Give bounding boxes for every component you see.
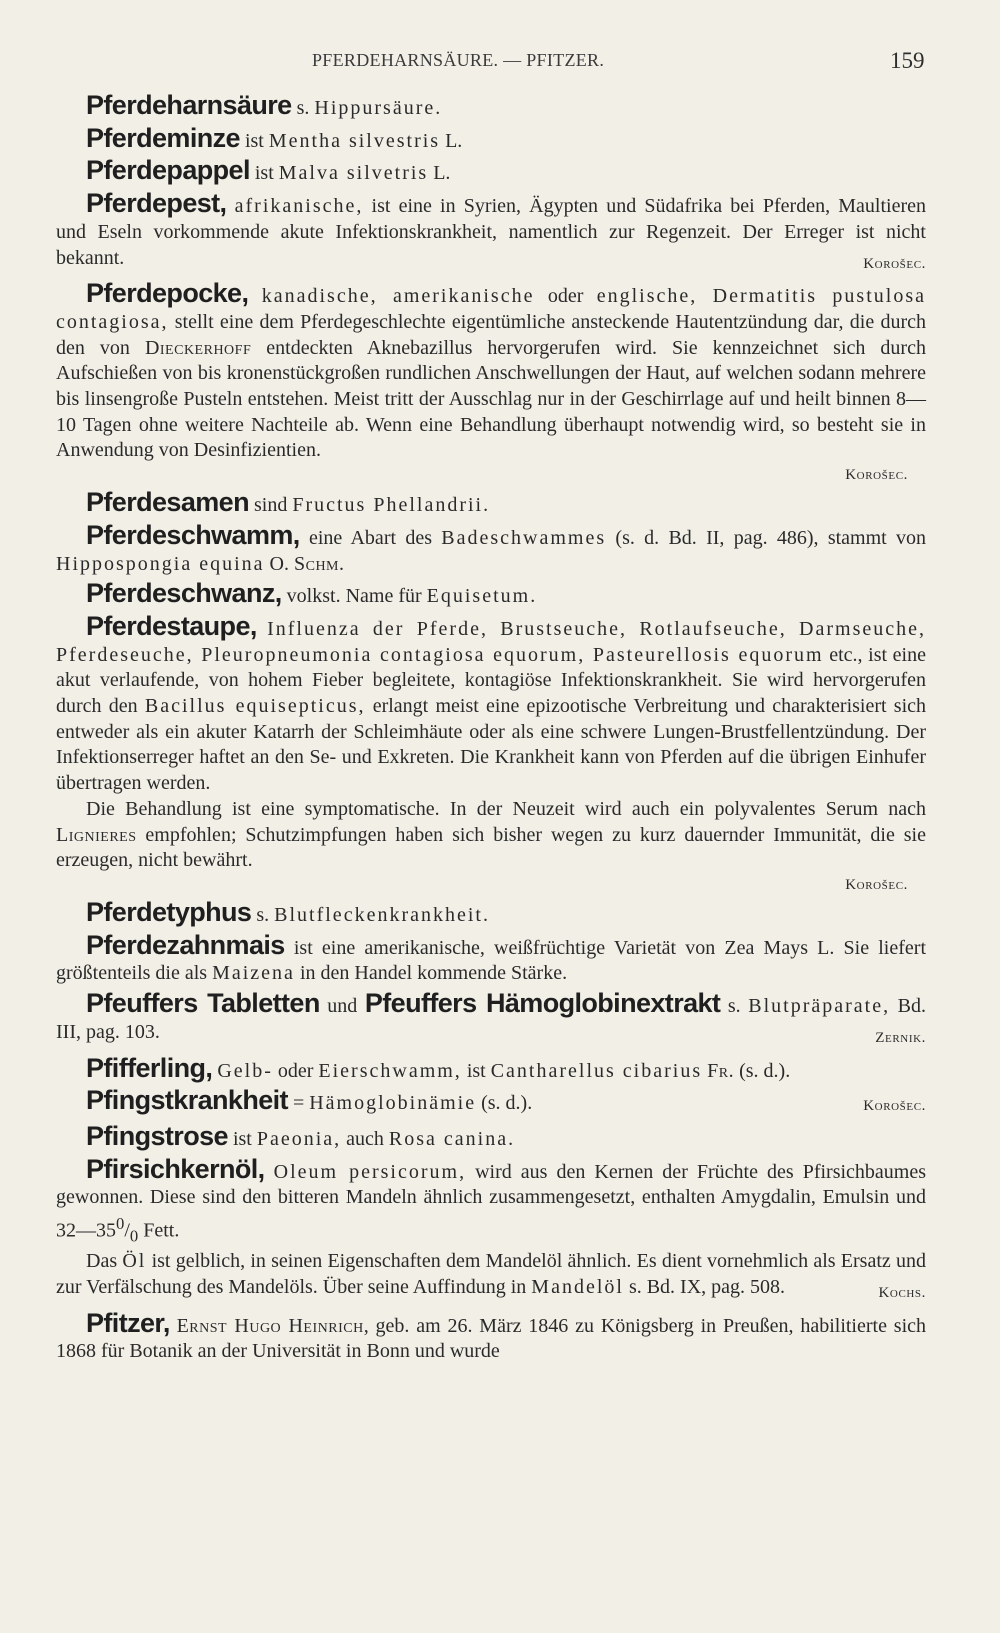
spaced-term: Equisetum.: [426, 585, 538, 608]
spaced-term: kanadische, amerikanische: [261, 285, 535, 308]
dictionary-entry: [56, 155, 926, 187]
dictionary-entry: [56, 90, 926, 122]
text-run: s. Bd. IX, pag. 508.: [623, 1276, 786, 1299]
spaced-term: Hippospongia equina: [56, 552, 265, 575]
entry-author: Zernik.: [875, 1029, 926, 1046]
entry-author: Korošec.: [845, 467, 908, 484]
entry-headword: Pferdeminze: [86, 122, 240, 153]
entry-paragraph: [56, 896, 926, 929]
entry-paragraph: [56, 155, 926, 187]
entry-paragraph: [56, 90, 926, 122]
text-run: ist eine in Syrien, Ägypten und Südafrika bei Pferden, Maultieren und Eseln vorkommende akute Infektionskrankheit, namentlich zur Regenzeit. Der Erreger ist nicht bekannt.: [56, 195, 926, 269]
dictionary-entry: [56, 988, 927, 1051]
entry-author: Korošec.: [863, 255, 926, 272]
text-run: entdeckten Aknebazillus hervorgerufen wird. Sie kennzeichnet sich durch Aufschießen von bis kronenstückgroßen rundlichen Anschwellungen der Haut, auf welchen sodann mehrere bis linsengroße Pusteln entstehen. Meist tritt der Ausschlag nur in der Geschirrlage auf und heilt binnen 8—10 Tagen ohne weitere Nachteile ab. Wenn eine Behandlung überhaupt notwendig wird, so besteht sie in Anwendung von Desinfizientien.: [56, 336, 926, 462]
dictionary-entry: [56, 1120, 926, 1153]
spaced-term: Hämoglobinämie: [309, 1092, 477, 1115]
dictionary-entry: [56, 122, 926, 155]
text-run: wird aus den Kernen der Früchte des Pfirsichbaumes gewonnen. Diese sind den bitteren Mandeln ähnlich zusammengesetzt, enthalten Amygdalin, Emulsin und 32—35: [56, 1160, 927, 1242]
spaced-term: Malva silvetris: [278, 162, 429, 185]
text-run: Fett.: [138, 1219, 180, 1242]
dictionary-entry: [56, 1052, 926, 1085]
text-run: [248, 285, 261, 307]
entry-paragraph: [56, 519, 927, 577]
spaced-term: Mandelöl: [531, 1276, 624, 1299]
text-run: [257, 618, 267, 640]
entry-paragraph: [56, 1249, 926, 1300]
spaced-term: Blutfleckenkrankheit.: [274, 903, 490, 926]
entry-paragraph: [56, 797, 926, 874]
text-run: (s. d.).: [476, 1092, 533, 1115]
entry-headword: Pfitzer,: [86, 1307, 170, 1338]
spaced-term: Blutpräparate,: [748, 995, 891, 1018]
text-run: /: [124, 1219, 130, 1242]
entry-headword: Pferdeharnsäure: [86, 90, 292, 120]
dictionary-entry: [56, 188, 926, 277]
entry-headword: Pferdestaupe,: [86, 610, 257, 641]
entry-headword: Pferdezahnmais: [86, 929, 285, 960]
entry-paragraph: [56, 988, 927, 1046]
entry-headword: Pfirsichkernöl,: [86, 1153, 265, 1184]
spaced-term: Bacillus equisepticus,: [144, 695, 366, 718]
spaced-term: Hippursäure.: [314, 97, 443, 119]
entry-paragraph: [56, 929, 926, 987]
entry-headword: Pferdetyphus: [86, 896, 252, 927]
dictionary-entry: [56, 278, 926, 486]
spaced-term: Maizena: [212, 962, 295, 985]
spaced-term: afrikanische,: [234, 195, 364, 218]
author-reference: Dieckerhoff: [144, 336, 252, 359]
entry-headword: Pferdepocke,: [86, 278, 249, 309]
text-run: ist: [249, 162, 279, 185]
entry-headword: Pferdesamen: [86, 487, 249, 518]
entry-paragraph: [56, 610, 927, 797]
entry-paragraph: [56, 122, 926, 155]
entry-headword: Pfingstrose: [86, 1120, 228, 1151]
text-run: [170, 1315, 177, 1337]
text-run: , geb. am 26. März 1846 zu Königsberg in Preußen, habilitierte sich 1868 für Botanik an der Universität in Bonn und wurde: [56, 1314, 926, 1363]
entry-paragraph: [56, 1120, 926, 1153]
dictionary-entry: [56, 1153, 927, 1307]
author-reference: Ernst Hugo Heinrich: [176, 1314, 364, 1337]
spaced-term: englische, Dermatitis pustulosa contagiosa,: [56, 285, 926, 333]
text-run: erlangt meist eine epizootische Verbreitung und charakterisiert sich entweder als ein akuter Katarrh der Schleimhäute oder als eine schwere Lungen-Brustfellentzündung. Der Infektionserreger haftet an den Se- und Exkreten. Die Krankheit kann von Pferden auf die übrigen Einhufer übertragen werden.: [56, 695, 927, 795]
dictionary-entry: [56, 929, 926, 987]
entry-paragraph: [56, 1085, 926, 1117]
text-run: ist: [461, 1059, 491, 1082]
spaced-term: Eierschwamm,: [318, 1059, 462, 1082]
dictionary-entry: [56, 487, 926, 519]
author-reference: Lignieres: [56, 823, 137, 846]
text-run: Das: [86, 1250, 123, 1273]
text-run: in den Handel kommende Stärke.: [294, 962, 568, 985]
spaced-term: Gelb-: [217, 1059, 273, 1082]
entries-column: [56, 90, 927, 1369]
entry-paragraph: [56, 487, 926, 519]
entry-paragraph: [56, 1307, 926, 1365]
dictionary-entry: [56, 578, 926, 610]
connector-text: und: [319, 995, 365, 1018]
text-run: s.: [251, 903, 275, 926]
running-head: PFERDEHARNSÄURE. — PFITZER.: [312, 50, 605, 70]
spaced-term: Oleum persicorum,: [273, 1160, 467, 1183]
superscript: 0: [116, 1214, 125, 1234]
text-run: ist gelblich, in seinen Eigenschaften dem Mandelöl ähnlich. Es dient vornehmlich als Ersatz und zur Verfälschung des Mandelöls. Über seine Auffindung in: [56, 1250, 927, 1299]
spaced-term: Influenza der Pferde, Brustseuche, Rotlaufseuche, Darmseuche, Pferdeseuche, Pleuropneumonia contagiosa equorum, Pasteurellosis equorum: [56, 617, 926, 666]
author-reference: Fr.: [707, 1059, 735, 1082]
entry-headword: Pfifferling,: [86, 1052, 213, 1083]
text-run: ist eine amerikanische, weißfrüchtige Varietät von Zea Mays L. Sie liefert größtenteils die als: [56, 936, 926, 985]
entry-headword: Pferdepappel: [86, 155, 250, 186]
text-run: oder: [534, 285, 597, 308]
entry-author: Korošec.: [845, 876, 908, 893]
entry-author: Kochs.: [878, 1285, 926, 1302]
spaced-term: Paeonia,: [256, 1127, 342, 1150]
entry-headword: Pfingstkrankheit: [86, 1085, 288, 1116]
spaced-term: Öl: [122, 1250, 147, 1273]
page-header: [0, 50, 1000, 80]
entry-paragraph: [56, 1153, 927, 1250]
entry-headword: Pferdeschwamm,: [86, 519, 300, 550]
entry-author: Korošec.: [863, 1098, 926, 1115]
subscript: 0: [129, 1226, 139, 1246]
text-run: (s. d. Bd. II, pag. 486), stammt von: [606, 526, 927, 549]
spaced-term: Cantharellus cibarius: [490, 1059, 703, 1082]
entry-headword: Pfeuffers Tabletten: [86, 988, 320, 1019]
text-run: Bd. III, pag. 103.: [56, 995, 927, 1043]
author-reference: Schm.: [293, 552, 345, 575]
text-run: etc., ist eine akut verlaufende, von hohem Fieber begleitete, kontagiöse Infektionskrankheit. Sie wird hervorgerufen durch den: [56, 643, 926, 718]
entry-paragraph: [56, 1052, 926, 1085]
entry-headword: Pferdeschwanz,: [86, 578, 282, 609]
text-run: volkst. Name für: [281, 585, 427, 608]
text-run: =: [287, 1092, 310, 1115]
text-run: stellt eine dem Pferdegeschlechte eigentümliche ansteckende Hautentzündung dar, die durch den von: [56, 310, 926, 359]
text-run: ist: [227, 1127, 257, 1150]
dictionary-entry: [56, 610, 927, 896]
spaced-term: Fructus Phellandrii.: [292, 494, 491, 517]
text-run: [265, 1161, 274, 1183]
spaced-term: Rosa canina.: [388, 1127, 516, 1150]
text-run: s.: [720, 995, 749, 1018]
text-run: sind: [248, 494, 293, 517]
dictionary-entry: [56, 1085, 926, 1120]
text-run: L.: [440, 129, 463, 152]
entry-paragraph: [56, 278, 926, 464]
text-run: Die Behandlung ist eine symptomatische. In der Neuzeit wird auch ein polyvalentes Serum nach: [86, 797, 926, 820]
entry-headword: Pferdepest,: [86, 188, 227, 219]
dictionary-entry: [56, 896, 926, 929]
dictionary-entry: [56, 519, 927, 577]
page-number: 159: [890, 48, 925, 73]
text-run: (s. d.).: [734, 1059, 791, 1082]
dictionary-entry: [56, 1307, 926, 1365]
text-run: L.: [428, 162, 451, 185]
text-run: oder: [272, 1059, 319, 1082]
text-run: [226, 195, 234, 217]
entry-headword: Pfeuffers Hämoglobinextrakt: [364, 988, 721, 1019]
text-run: s.: [291, 97, 315, 119]
text-run: O.: [264, 552, 294, 575]
spaced-term: Mentha silvestris: [268, 129, 441, 152]
entry-paragraph: [56, 188, 926, 272]
text-run: empfohlen; Schutzimpfungen haben sich bisher wegen zu kurz dauernder Immunität, die sie erzeugen, nicht bewährt.: [56, 823, 926, 872]
text-run: auch: [341, 1127, 389, 1150]
spaced-term: Badeschwammes: [441, 526, 607, 549]
text-run: eine Abart des: [299, 526, 442, 549]
entry-paragraph: [56, 578, 926, 610]
text-run: ist: [239, 129, 269, 152]
